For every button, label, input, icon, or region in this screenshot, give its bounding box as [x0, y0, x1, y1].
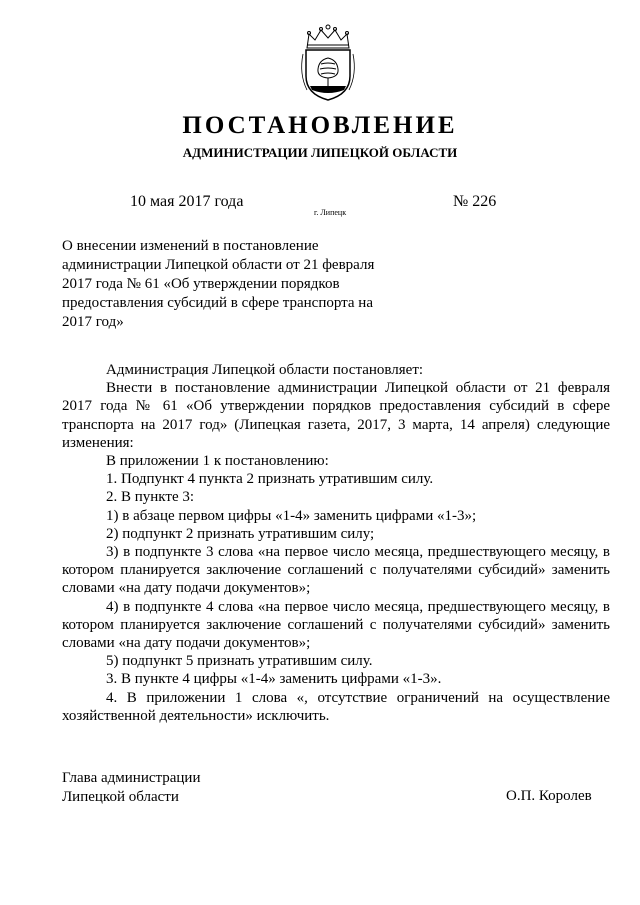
body-paragraph: Администрация Липецкой области постановляет: — [106, 362, 424, 378]
signature-position — [62, 769, 200, 807]
coat-of-arms-icon — [297, 24, 359, 102]
body-paragraph: 4) в подпункте 4 слова «на первое число месяца, предшествующего месяцу, в котором планируется заключение соглашений с получателями субсидий» заменить словами «на дату подачи документов»; — [62, 598, 610, 652]
document-body — [62, 361, 610, 725]
document-title: ПОСТАНОВЛЕНИЕ — [182, 112, 458, 139]
signature-name: О.П. Королев — [506, 788, 592, 804]
signature-position-line: Липецкой области — [62, 789, 179, 805]
body-paragraph: 2) подпункт 2 признать утратившим силу; — [106, 525, 375, 542]
document-number: № 226 — [453, 193, 497, 210]
document-date: 10 мая 2017 года — [130, 193, 244, 210]
signature-position-line: Глава администрации — [62, 770, 201, 786]
body-paragraph: 4. В приложении 1 слова «, отсутствие ограничений на осуществление хозяйственной деятельности» исключить. — [62, 689, 610, 724]
body-paragraph: 3. В пункте 4 цифры «1-4» заменить цифрами «1-3». — [106, 671, 442, 688]
body-paragraph: Внести в постановление администрации Липецкой области от 21 февраля 2017 года № 61 «Об утверждении порядков предоставления субсидий в сфере транспорта на 2017 год» (Липецкая газета, 2017, 3 марта, 14 апреля) следующие изменения: — [62, 380, 610, 451]
body-paragraph: 2. В пункте 3: — [106, 489, 195, 506]
body-paragraph: 5) подпункт 5 признать утратившим силу. — [106, 653, 373, 670]
document-city: г. Липецк — [314, 208, 347, 217]
document-subject: О внесении изменений в постановление администрации Липецкой области от 21 февраля 2017 года № 61 «Об утверждении порядков предоставления субсидий в сфере транспорта на 2017 год» — [62, 238, 375, 330]
body-paragraph: 3) в подпункте 3 слова «на первое число месяца, предшествующего месяцу, в котором планируется заключение соглашений с получателями субсидий» заменить словами «на дату подачи документов»; — [62, 544, 610, 597]
body-paragraph: В приложении 1 к постановлению: — [106, 453, 329, 470]
document-subtitle: АДМИНИСТРАЦИИ ЛИПЕЦКОЙ ОБЛАСТИ — [182, 145, 458, 160]
body-paragraph: 1) в абзаце первом цифры «1-4» заменить цифрами «1-3»; — [106, 507, 477, 524]
body-paragraph: 1. Подпункт 4 пункта 2 признать утратившим силу. — [106, 471, 434, 488]
